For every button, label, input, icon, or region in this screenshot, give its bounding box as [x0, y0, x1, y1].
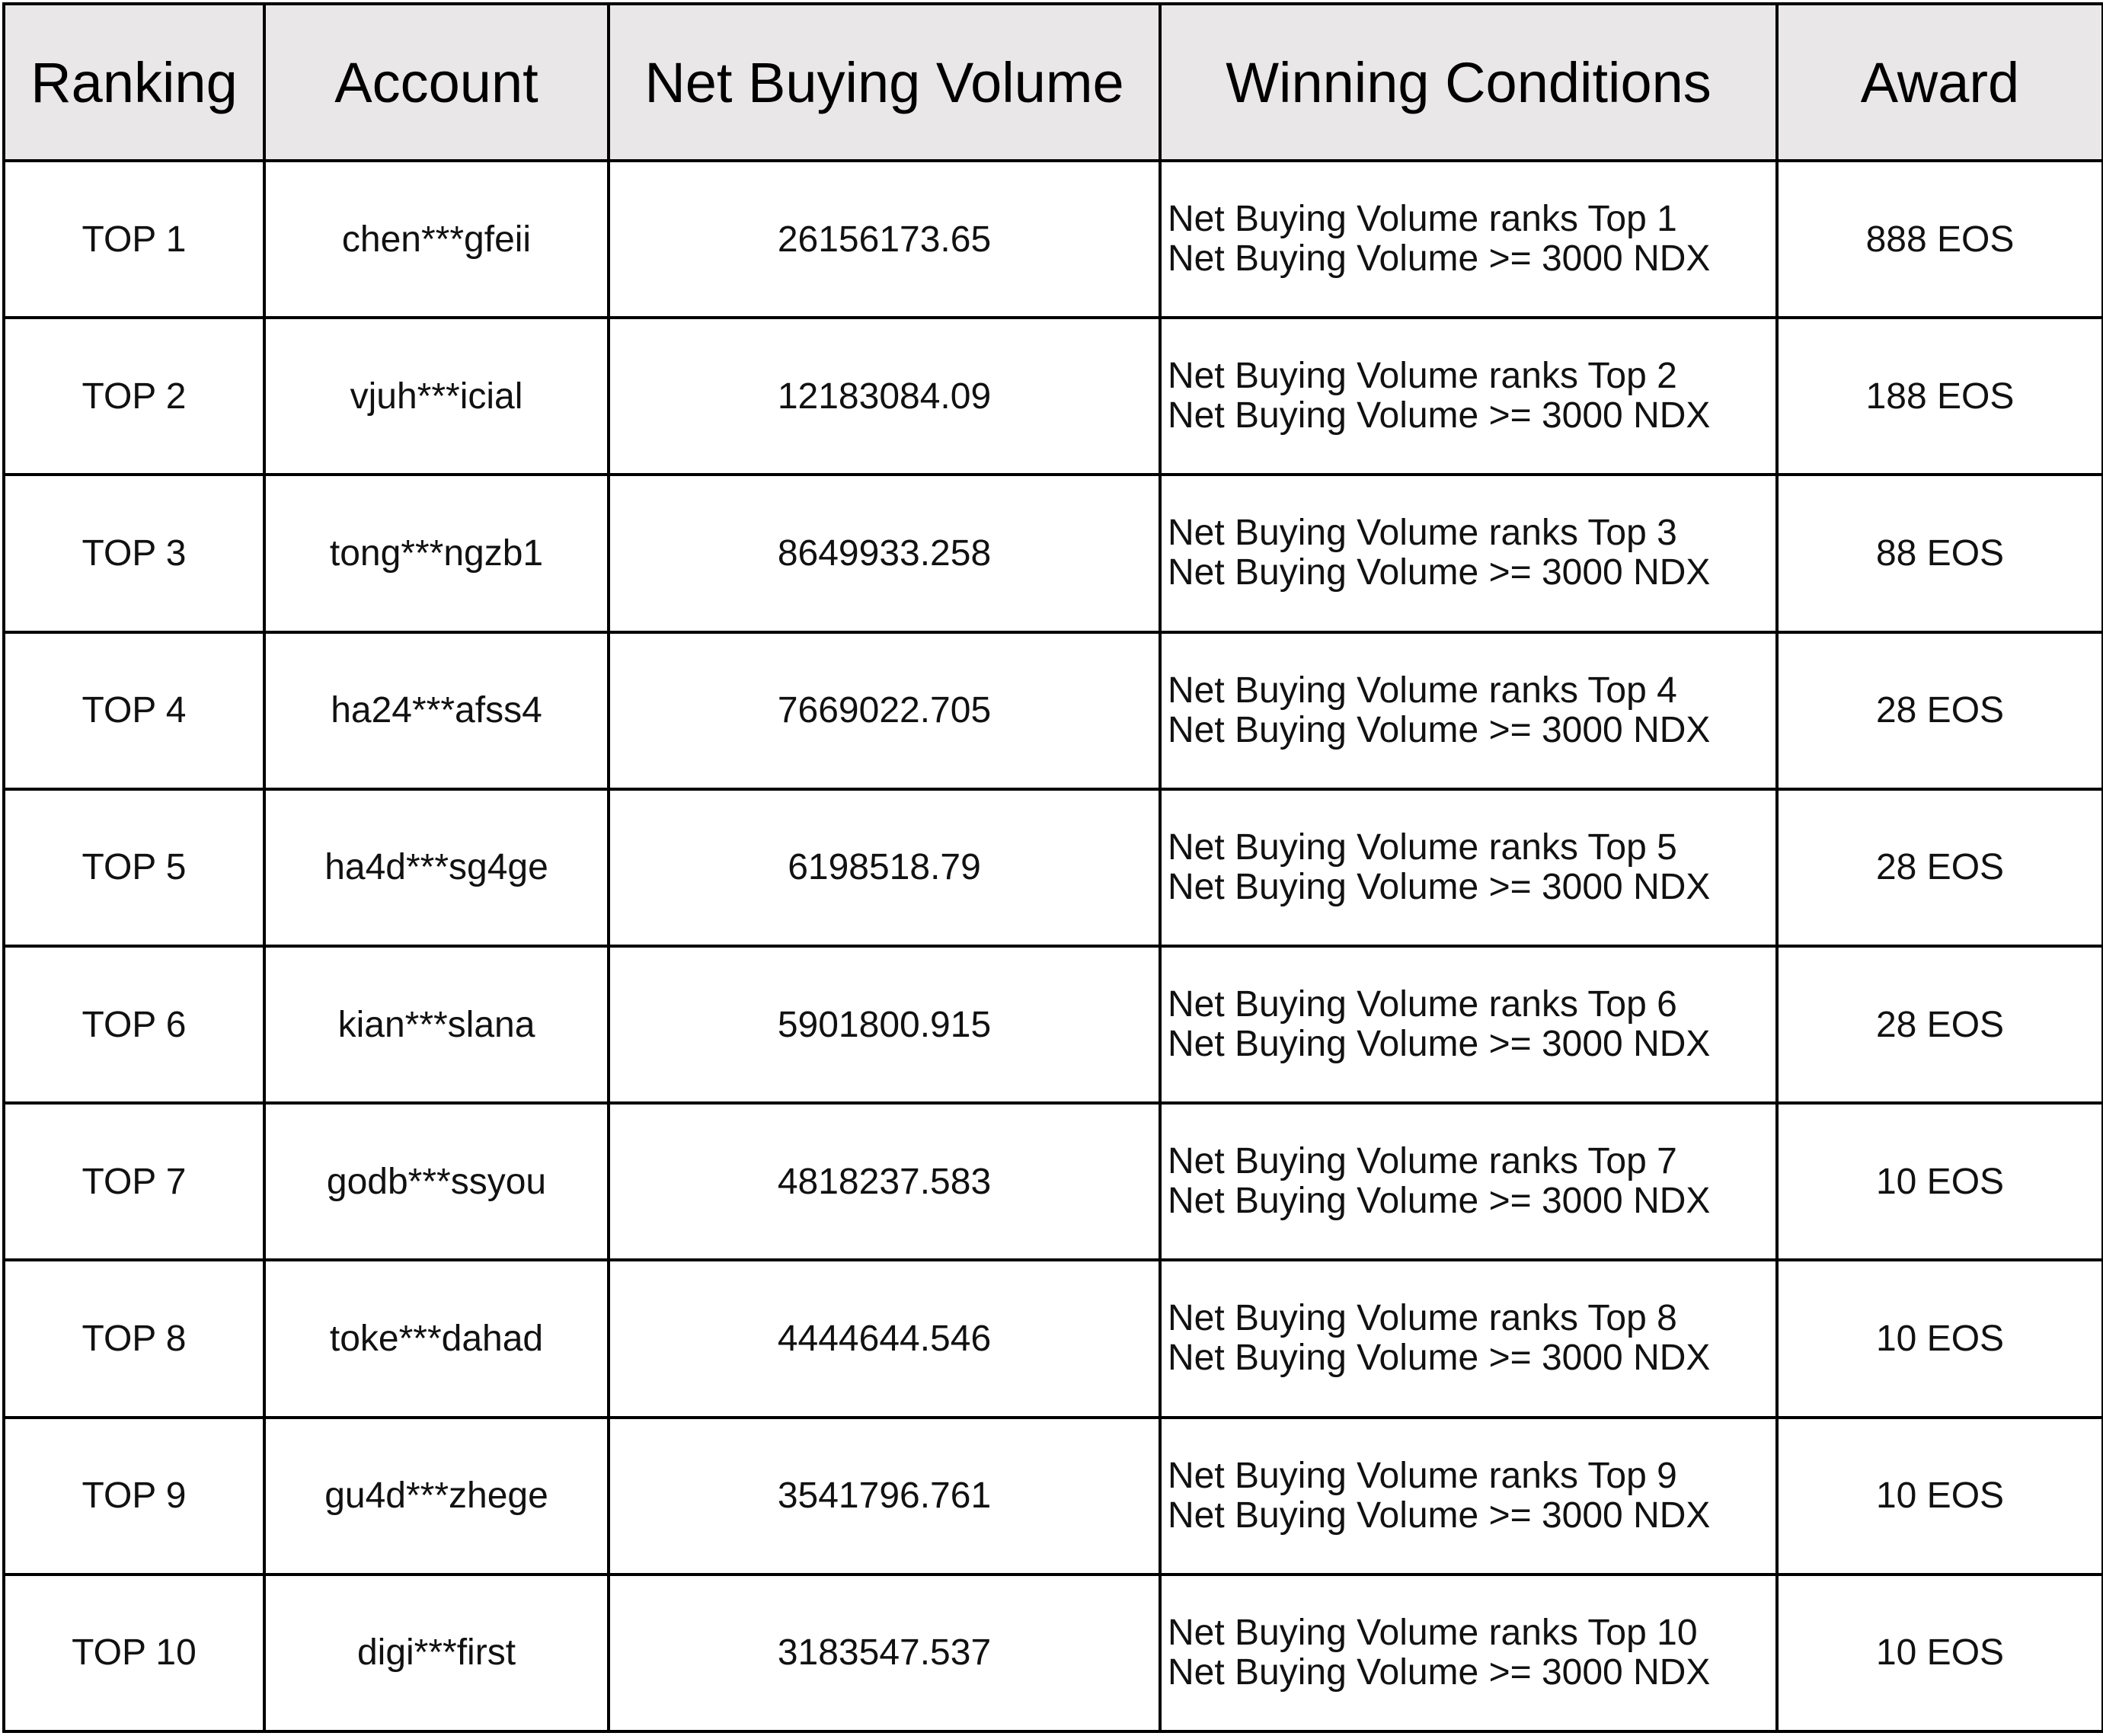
cell-award: 10 EOS: [1777, 1575, 2103, 1731]
condition-threshold-line: Net Buying Volume >= 3000 NDX: [1168, 1651, 1711, 1693]
cell-net-buying-volume: 4444644.546: [609, 1260, 1160, 1417]
cell-account: vjuh***icial: [264, 318, 609, 475]
condition-threshold-line: Net Buying Volume >= 3000 NDX: [1168, 552, 1711, 593]
condition-threshold-line: Net Buying Volume >= 3000 NDX: [1168, 1338, 1711, 1379]
condition-rank-line: Net Buying Volume ranks Top 9: [1168, 1455, 1677, 1496]
cell-account: gu4d***zhege: [264, 1418, 609, 1575]
cell-ranking: TOP 4: [4, 632, 264, 789]
cell-winning-conditions: [1160, 1103, 1777, 1260]
table-row: [4, 475, 2103, 631]
table-row: [4, 789, 2103, 946]
header-account: Account: [264, 4, 609, 161]
cell-ranking: TOP 1: [4, 161, 264, 318]
cell-winning-conditions: [1160, 161, 1777, 318]
cell-winning-conditions: [1160, 1260, 1777, 1417]
cell-net-buying-volume: 12183084.09: [609, 318, 1160, 475]
cell-award: 10 EOS: [1777, 1103, 2103, 1260]
header-winning-conditions: Winning Conditions: [1160, 4, 1777, 161]
cell-award: 88 EOS: [1777, 475, 2103, 631]
cell-ranking: TOP 7: [4, 1103, 264, 1260]
cell-award: 888 EOS: [1777, 161, 2103, 318]
condition-threshold-line: Net Buying Volume >= 3000 NDX: [1168, 238, 1711, 280]
condition-rank-line: Net Buying Volume ranks Top 4: [1168, 670, 1677, 711]
condition-threshold-line: Net Buying Volume >= 3000 NDX: [1168, 866, 1711, 907]
cell-award: 10 EOS: [1777, 1260, 2103, 1417]
cell-account: tong***ngzb1: [264, 475, 609, 631]
table-row: [4, 1260, 2103, 1417]
condition-rank-line: Net Buying Volume ranks Top 10: [1168, 1612, 1698, 1653]
header-net-buying-volume: Net Buying Volume: [609, 4, 1160, 161]
cell-winning-conditions: [1160, 789, 1777, 946]
cell-award: 28 EOS: [1777, 789, 2103, 946]
condition-rank-line: Net Buying Volume ranks Top 3: [1168, 513, 1677, 554]
cell-ranking: TOP 6: [4, 946, 264, 1103]
cell-ranking: TOP 8: [4, 1260, 264, 1417]
cell-account: kian***slana: [264, 946, 609, 1103]
cell-winning-conditions: [1160, 1575, 1777, 1731]
cell-account: toke***dahad: [264, 1260, 609, 1417]
table-row: [4, 318, 2103, 475]
table-row: [4, 1103, 2103, 1260]
header-row: [4, 4, 2103, 161]
cell-account: ha4d***sg4ge: [264, 789, 609, 946]
cell-winning-conditions: [1160, 1418, 1777, 1575]
cell-net-buying-volume: 3183547.537: [609, 1575, 1160, 1731]
condition-threshold-line: Net Buying Volume >= 3000 NDX: [1168, 395, 1711, 436]
table-row: [4, 1418, 2103, 1575]
table-row: [4, 632, 2103, 789]
condition-rank-line: Net Buying Volume ranks Top 5: [1168, 826, 1677, 868]
condition-rank-line: Net Buying Volume ranks Top 6: [1168, 984, 1677, 1025]
cell-net-buying-volume: 26156173.65: [609, 161, 1160, 318]
condition-rank-line: Net Buying Volume ranks Top 2: [1168, 356, 1677, 397]
cell-ranking: TOP 9: [4, 1418, 264, 1575]
cell-award: 10 EOS: [1777, 1418, 2103, 1575]
leaderboard-table: [2, 2, 2103, 1733]
cell-net-buying-volume: 8649933.258: [609, 475, 1160, 631]
cell-winning-conditions: [1160, 632, 1777, 789]
cell-award: 188 EOS: [1777, 318, 2103, 475]
cell-winning-conditions: [1160, 318, 1777, 475]
cell-winning-conditions: [1160, 946, 1777, 1103]
cell-net-buying-volume: 7669022.705: [609, 632, 1160, 789]
cell-net-buying-volume: 6198518.79: [609, 789, 1160, 946]
cell-ranking: TOP 3: [4, 475, 264, 631]
table-row: [4, 946, 2103, 1103]
cell-account: chen***gfeii: [264, 161, 609, 318]
cell-account: godb***ssyou: [264, 1103, 609, 1260]
table-row: [4, 161, 2103, 318]
cell-account: digi***first: [264, 1575, 609, 1731]
cell-ranking: TOP 10: [4, 1575, 264, 1731]
cell-winning-conditions: [1160, 475, 1777, 631]
cell-ranking: TOP 2: [4, 318, 264, 475]
condition-threshold-line: Net Buying Volume >= 3000 NDX: [1168, 1495, 1711, 1536]
condition-rank-line: Net Buying Volume ranks Top 1: [1168, 199, 1677, 240]
cell-award: 28 EOS: [1777, 632, 2103, 789]
cell-ranking: TOP 5: [4, 789, 264, 946]
header-award: Award: [1777, 4, 2103, 161]
condition-threshold-line: Net Buying Volume >= 3000 NDX: [1168, 709, 1711, 750]
condition-rank-line: Net Buying Volume ranks Top 7: [1168, 1141, 1677, 1182]
condition-threshold-line: Net Buying Volume >= 3000 NDX: [1168, 1181, 1711, 1222]
condition-threshold-line: Net Buying Volume >= 3000 NDX: [1168, 1024, 1711, 1065]
condition-rank-line: Net Buying Volume ranks Top 8: [1168, 1298, 1677, 1339]
cell-account: ha24***afss4: [264, 632, 609, 789]
header-ranking: Ranking: [4, 4, 264, 161]
cell-net-buying-volume: 5901800.915: [609, 946, 1160, 1103]
table-row: [4, 1575, 2103, 1731]
cell-net-buying-volume: 3541796.761: [609, 1418, 1160, 1575]
cell-award: 28 EOS: [1777, 946, 2103, 1103]
cell-net-buying-volume: 4818237.583: [609, 1103, 1160, 1260]
